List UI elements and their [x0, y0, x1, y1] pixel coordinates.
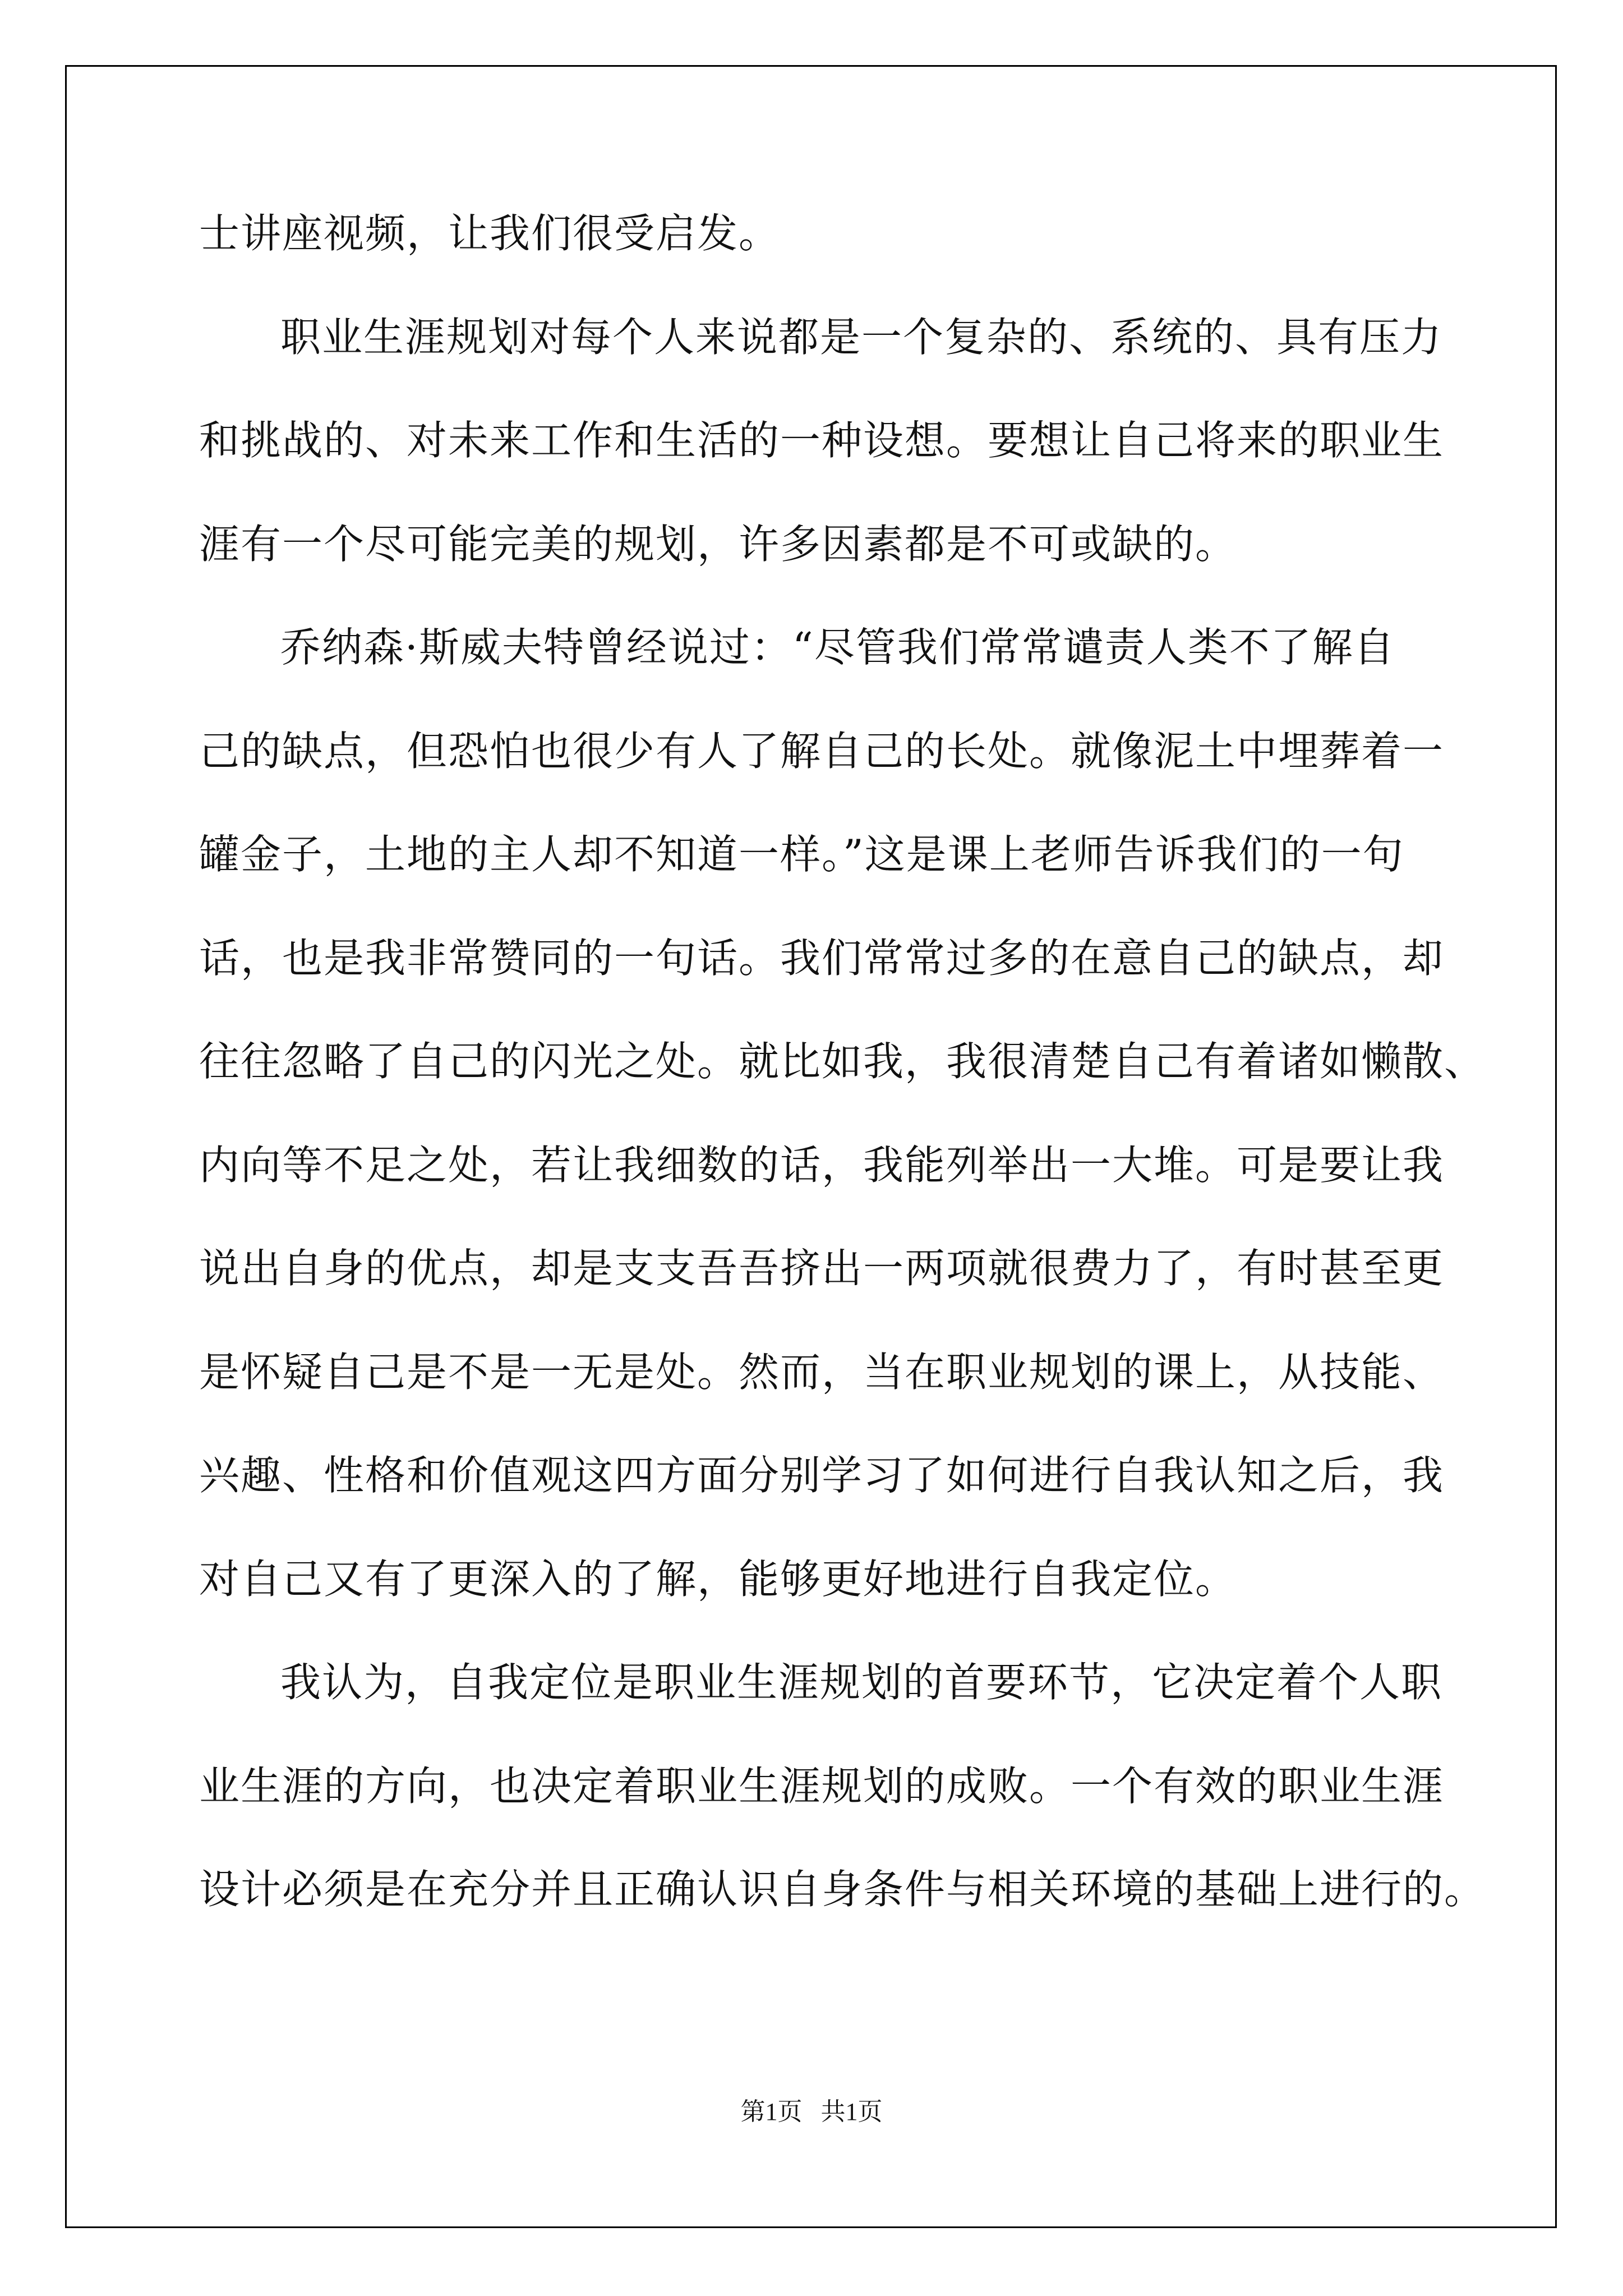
- page-footer: 第1页 共1页: [740, 2098, 883, 2125]
- text-line: 士讲座视频，让我们很受启发。: [199, 210, 781, 257]
- text-line: 话，也是我非常赞同的一句话。我们常常过多的在意自己的缺点，却: [199, 934, 1445, 982]
- text-line: 职业生涯规划对每个人来说都是一个复杂的、系统的、具有压力: [280, 313, 1443, 361]
- text-line: 罐金子，土地的主人却不知道一样。”这是课上老师告诉我们的一句: [199, 831, 1404, 878]
- text-line: 我认为，自我定位是职业生涯规划的首要环节，它决定着个人职: [280, 1659, 1443, 1706]
- text-line: 涯有一个尽可能完美的规划，许多因素都是不可或缺的。: [199, 520, 1237, 568]
- text-line: 和挑战的、对未来工作和生活的一种设想。要想让自己将来的职业生: [199, 417, 1445, 464]
- text-line: 是怀疑自己是不是一无是处。然而，当在职业规划的课上，从技能、: [199, 1348, 1445, 1396]
- text-line: 己的缺点，但恐怕也很少有人了解自己的长处。就像泥土中埋葬着一: [199, 727, 1445, 775]
- text-line: 说出自身的优点，却是支支吾吾挤出一两项就很费力了，有时甚至更: [199, 1245, 1445, 1292]
- text-line: 兴趣、性格和价值观这四方面分别学习了如何进行自我认知之后，我: [199, 1452, 1445, 1499]
- text-line: 乔纳森·斯威夫特曾经说过：“尽管我们常常谴责人类不了解自: [280, 624, 1395, 671]
- text-line: 设计必须是在充分并且正确认识自身条件与相关环境的基础上进行的。: [199, 1866, 1486, 1913]
- text-line: 业生涯的方向，也决定着职业生涯规划的成败。一个有效的职业生涯: [199, 1762, 1445, 1810]
- text-line: 内向等不足之处，若让我细数的话，我能列举出一大堆。可是要让我: [199, 1141, 1445, 1189]
- text-line: 对自己又有了更深入的了解，能够更好地进行自我定位。: [199, 1555, 1237, 1603]
- text-line: 往往忽略了自己的闪光之处。就比如我，我很清楚自己有着诸如懒散、: [199, 1038, 1486, 1085]
